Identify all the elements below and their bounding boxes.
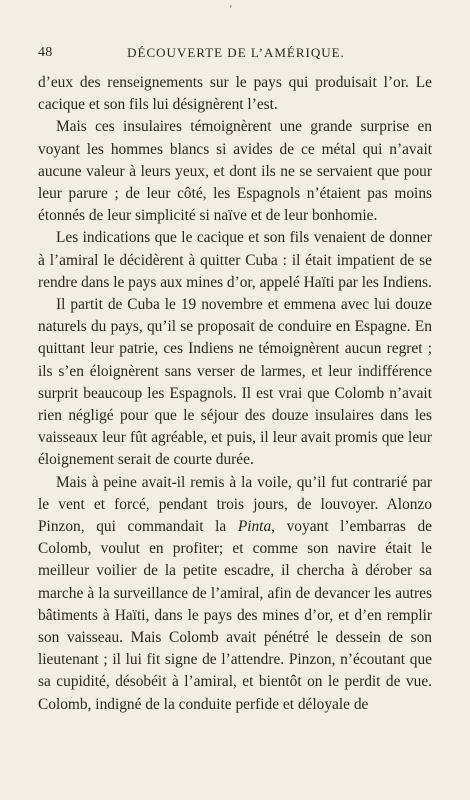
top-mark: ‘ (229, 4, 233, 15)
paragraph-4: Il partit de Cuba le 19 novembre et emmena avec lui douze naturels du pays, qu’il se proposait de conduire en Espagne. En quittant leur patrie, ces Indiens ne témoignèrent aucun regret ; ils s’en éloignèrent sans verser de larmes, et leur indifférence surprit beaucoup les Espagnols. Il est vrai que Colomb n’avait rien négligé pour que le séjour des douze insulaires dans les vaisseaux leur fût agréable, et puis, il leur avait promis que leur éloignement serait de courte durée. (38, 296, 432, 469)
paragraph-2: Mais ces insulaires témoignèrent une grande surprise en voyant les hommes blancs si avides de ce métal qui n’avait aucune valeur à leurs yeux, et dont ils ne se servaient que pour leur parure ; de leur côté, les Espagnols n’étaient pas moins étonnés de leur simplicité si naïve et de leur bonhomie. (38, 118, 432, 225)
page-header (38, 45, 434, 65)
page-number: 48 (38, 45, 53, 60)
paragraph-5-text-after: , voyant l’embarras de Colomb, voulut en profiter; et comme son navire était le meilleur voilier de la petite escadre, il chercha à dérober sa marche à la surveillance de l’amiral, afin de devancer les autres bâtiments à Haïti, dans le pays des mines d’or, et d’en remplir son vaisseau. Mais Colomb avait pénétré le dessein de son lieutenant ; il lui fit signe de l’attendre. Pinzon, n’écoutant que sa cupidité, désobéit à l’amiral, et bientôt on le perdit de vue. Colomb, indigné de la conduite perfide et déloyale de (38, 518, 433, 713)
paragraph-5 (38, 472, 432, 716)
running-title: DÉCOUVERTE DE L’AMÉRIQUE. (127, 45, 345, 60)
paragraph-1: d’eux des renseignements sur le pays qui produisait l’or. Le cacique et son fils lui désignèrent l’est. (38, 74, 432, 114)
paragraph-5-text-before: Mais à peine avait-il remis à la voile, qu’il fut contrarié par le vent et forcé, pendant trois jours, de louvoyer. Alonzo Pinzon, qui commandait la (38, 473, 432, 536)
ship-name-pinta: Pinta (237, 518, 272, 536)
paragraph-3: Les indications que le cacique et son fils venaient de donner à l’amiral le décidèrent à quitter Cuba : il était impatient de se rendre dans le pays aux mines d’or, appelé Haïti par les Indiens. (38, 229, 432, 291)
page-text (38, 72, 432, 716)
